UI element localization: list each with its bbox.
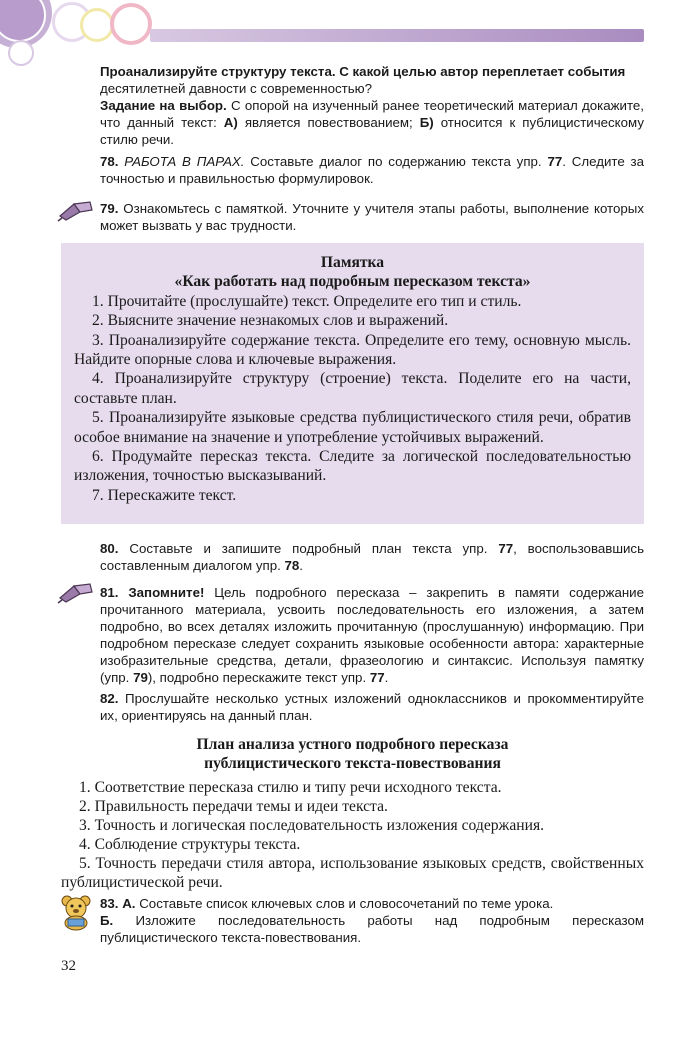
decor-circle [80,8,114,42]
bookmark-book-icon [56,580,96,609]
memo-item: 7. Перескажите текст. [92,486,237,504]
memo-item: 5. Проанализируйте языковые средства публицистического стиля речи, обратив особое внимание на значение и употребление устойчивых выражений. [74,409,631,446]
memo-title: Памятка [320,254,385,271]
memo-item: 4. Проанализируйте структуру (строение) текста. Поделите его на части, составьте план. [74,370,631,407]
header-bar [150,29,644,42]
plan-item: 2. Правильность передачи темы и идеи текста. [79,798,388,815]
exercise-79: 79. Ознакомьтесь с памяткой. Уточните у учителя этапы работы, выполнение которых может вызвать у вас трудности. [100,201,644,233]
exercise-80: 80. Составьте и запишите подробный план текста упр. 77, воспользовавшись составленным диалогом упр. 78. [100,541,644,573]
page-number: 32 [61,958,76,974]
plan-subtitle: публицистического текста-повествования [204,755,501,772]
intro-paragraph: Проанализируйте структуру текста. С какой целью автор переплетает события десятилетней давности с современностью? [100,64,626,96]
memo-subtitle: «Как работать над подробным пересказом текста» [174,273,531,291]
memo-item: 6. Продумайте пересказ текста. Следите за логической последовательностью изложения, точностью высказываний. [74,448,631,485]
exercise-82: 82. Прослушайте несколько устных изложений одноклассников и прокомментируйте их, ориентируясь на данный план. [100,691,644,723]
decor-circle [8,40,34,66]
exercise-81: 81. Запомните! Цель подробного пересказа – закрепить в памяти содержание прочитанного материала, усвоить последовательность его изложения, а затем подробно, во всех деталях изложить прочитанную (прослушанную) информацию. При подробном пересказе следует сохранить языковые особенности автора: характерные изобразительные средства, детали, фразеологию и синтаксис. Используя памятку (упр. 79), подробно перескажите текст упр. 77. [100,585,644,685]
choice-task: Задание на выбор. С опорой на изученный ранее теоретический материал докажите, что данный текст: А) является повествованием; Б) относится к публицистическому стилю речи. [100,98,644,147]
analysis-plan [61,735,644,892]
exercise-78: 78. РАБОТА В ПАРАХ. Составьте диалог по содержанию текста упр. 77. Следите за точностью и правильностью формулировок. [100,154,645,186]
memo-item: 1. Прочитайте (прослушайте) текст. Определите его тип и стиль. [92,292,522,310]
memo-item: 3. Проанализируйте содержание текста. Определите его тему, основную мысль. Найдите опорные слова и ключевые выражения. [74,331,631,369]
plan-item: 5. Точность передачи стиля автора, использование языковых средств, свойственных публицистической речи. [61,855,644,891]
plan-item: 1. Соответствие пересказа стилю и типу речи исходного текста. [79,779,502,796]
memo-box [61,243,644,524]
exercise-83: 83. А. Составьте список ключевых слов и словосочетаний по теме урока. Б. Изложите последовательность работы над подробным пересказом публицистического текста-повествования. [100,896,644,945]
intro-block [100,63,644,187]
teddy-bear-icon [58,893,94,936]
decor-circle [110,3,152,45]
plan-item: 3. Точность и логическая последовательность изложения содержания. [79,817,545,834]
bookmark-book-icon [56,198,96,227]
plan-title: План анализа устного подробного пересказа [196,736,509,753]
memo-item: 2. Выясните значение незнакомых слов и выражений. [92,312,449,330]
plan-item: 4. Соблюдение структуры текста. [79,836,301,853]
page-header-decoration [0,0,700,50]
